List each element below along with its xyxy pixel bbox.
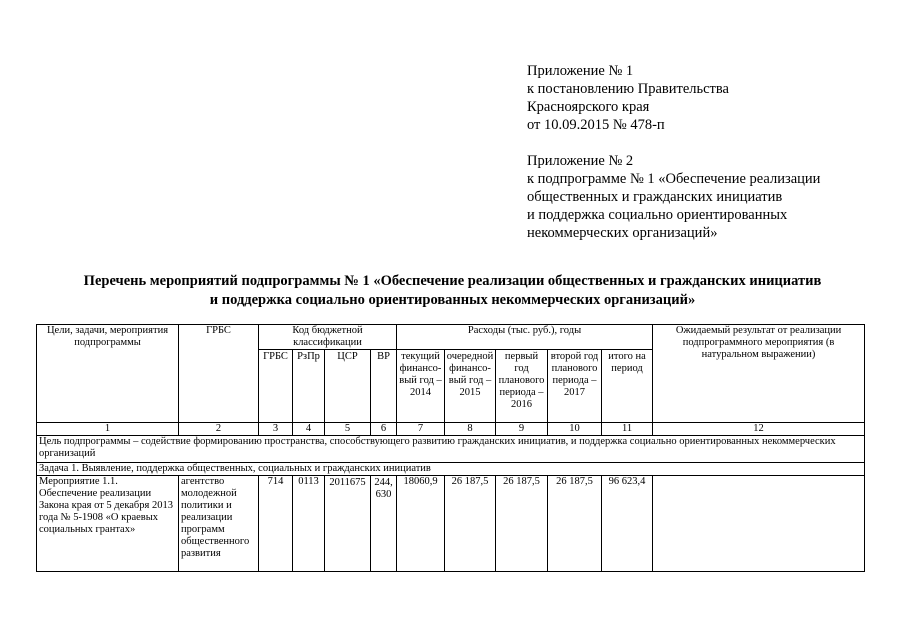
measure-name: Мероприятие 1.1. Обеспечение реализации Закона края от 5 декабря 2013 года № 5-1908 «О краевых социальных грантах» [37,476,179,572]
column-number: 11 [602,423,653,436]
measures-table [36,324,865,572]
subheader-total: итого на период [602,350,653,423]
appendix-2-line: Приложение № 2 [527,153,634,169]
column-number: 9 [496,423,548,436]
header-result: Ожидаемый результат от реализации подпрограммного мероприятия (в натуральном выражении) [653,325,865,423]
measure-grbs: 714 [259,476,293,572]
measure-result [653,476,865,572]
subheader-2015: очередной финансо-вый год – 2015 [445,350,496,423]
column-number: 1 [37,423,179,436]
appendix-2-block [527,152,820,242]
subheader-vr: ВР [371,350,397,423]
title-line-2: и поддержка социально ориентированных некоммерческих организаций» [209,292,696,308]
appendix-1-line: Красноярского края [527,99,650,115]
appendix-2-line: и поддержка социально ориентированных [527,207,788,223]
column-number: 10 [548,423,602,436]
appendix-2-line: общественных и гражданских инициатив [527,189,783,205]
subheader-2014: текущий финансо-вый год – 2014 [397,350,445,423]
column-number: 7 [397,423,445,436]
column-number: 2 [179,423,259,436]
column-number: 12 [653,423,865,436]
measure-2015: 26 187,5 [445,476,496,572]
document-title [0,272,905,310]
measure-csr: 2011675 [325,476,371,572]
measure-2016: 26 187,5 [496,476,548,572]
subheader-csr: ЦСР [325,350,371,423]
measure-grbs-name: агентство молодежной политики и реализации программ общественного развития [179,476,259,572]
measure-rzpr: 0113 [293,476,325,572]
column-number: 6 [371,423,397,436]
appendix-2-line: к подпрограмме № 1 «Обеспечение реализации [527,171,821,187]
appendix-1-block [527,62,729,134]
column-number: 8 [445,423,496,436]
header-expenses: Расходы (тыс. руб.), годы [397,325,653,350]
measure-2014: 18060,9 [397,476,445,572]
subheader-2017: второй год планового периода – 2017 [548,350,602,423]
goal-row: Цель подпрограммы – содействие формированию пространства, способствующего развитию гражданских инициатив, и поддержка социально ориентированных некоммерческих организаций [37,436,865,463]
measure-2017: 26 187,5 [548,476,602,572]
appendix-1-line: к постановлению Правительства [527,81,729,97]
task-row: Задача 1. Выявление, поддержка общественных, социальных и гражданских инициатив [37,463,865,476]
column-number: 5 [325,423,371,436]
appendix-1-line: Приложение № 1 [527,63,634,79]
appendix-2-line: некоммерческих организаций» [527,225,718,241]
column-number: 4 [293,423,325,436]
title-line-1: Перечень мероприятий подпрограммы № 1 «Обеспечение реализации общественных и гражданских инициатив [83,273,822,289]
measure-vr: 244, 630 [371,476,397,572]
subheader-2016: первый год планового периода – 2016 [496,350,548,423]
subheader-rzpr: РзПр [293,350,325,423]
header-grbs: ГРБС [179,325,259,423]
header-budget-code: Код бюджетной классификации [259,325,397,350]
appendix-1-line: от 10.09.2015 № 478-п [527,117,665,133]
header-goals: Цели, задачи, мероприятия подпрограммы [37,325,179,423]
subheader-grbs: ГРБС [259,350,293,423]
column-number: 3 [259,423,293,436]
measure-total: 96 623,4 [602,476,653,572]
